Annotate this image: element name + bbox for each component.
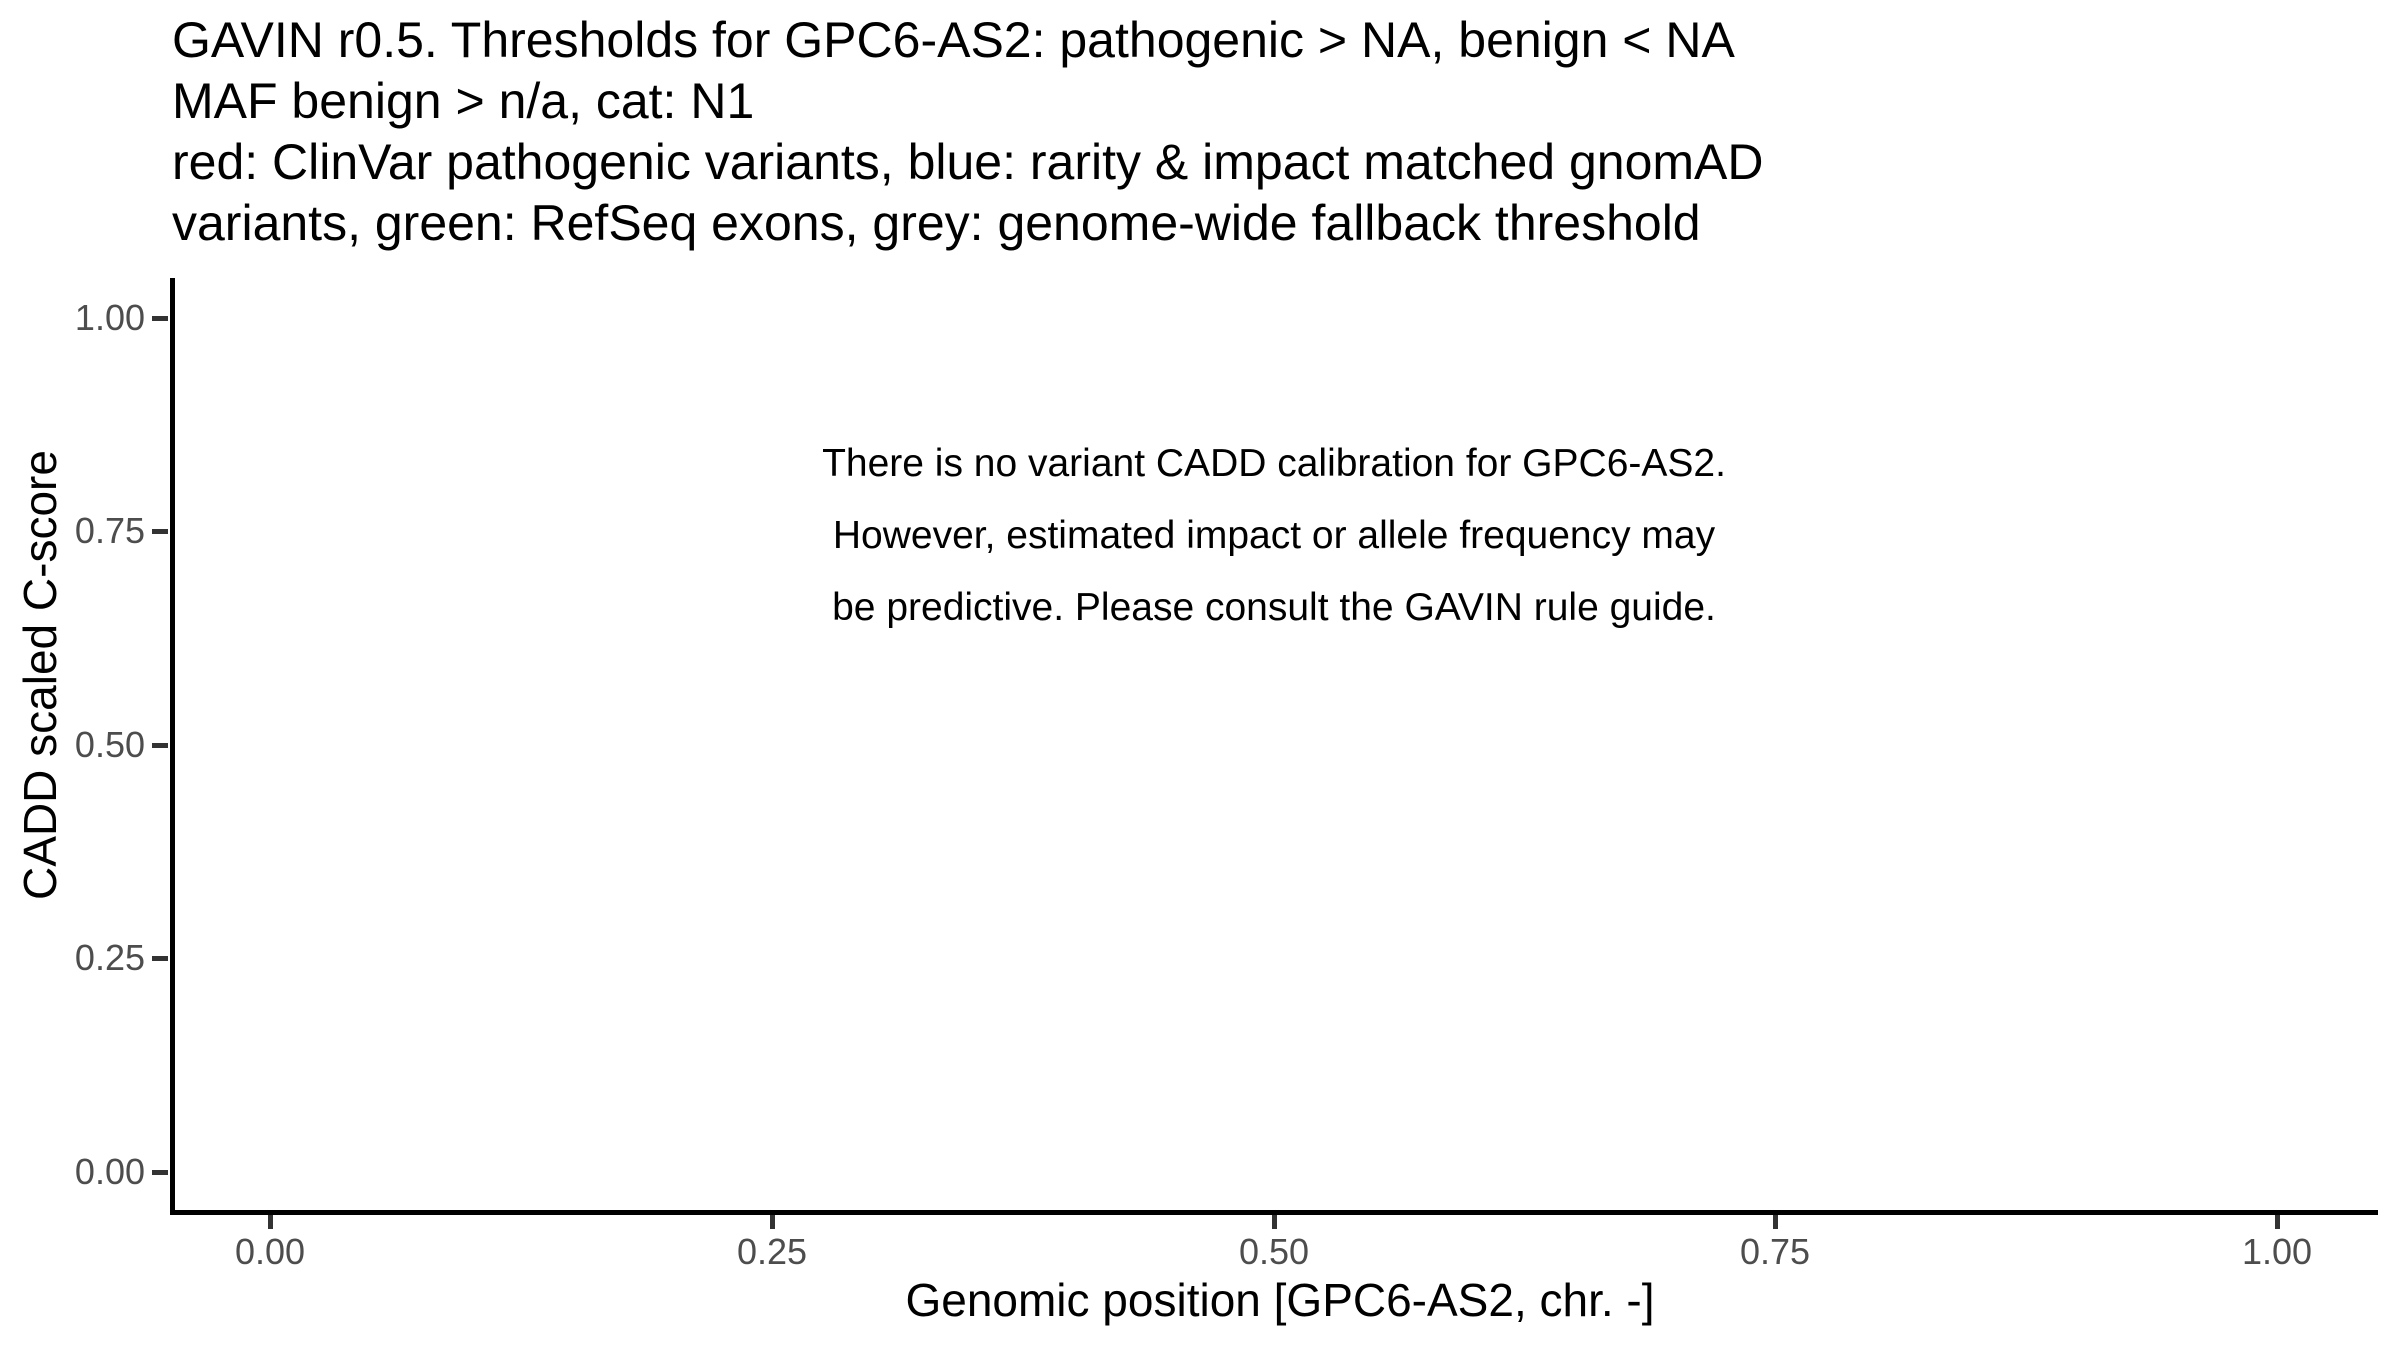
y-tick-label-1.00: 1.00 (74, 297, 145, 338)
y-tick-mark-0.50 (152, 743, 168, 748)
x-tick-label-0.50: 0.50 (1238, 1231, 1310, 1272)
y-axis-title: CADD scaled C-score (14, 450, 66, 900)
plot-title (172, 10, 1763, 254)
y-tick-label-0.50: 0.50 (74, 724, 145, 765)
plot-title-line-4: variants, green: RefSeq exons, grey: genome-wide fallback threshold (172, 195, 1701, 251)
y-tick-label-0.25: 0.25 (74, 937, 145, 978)
x-tick-mark-0.50 (1272, 1215, 1277, 1229)
annotation-line-1: There is no variant CADD calibration for GPC6-AS2. (822, 442, 1726, 485)
x-axis-title: Genomic position [GPC6-AS2, chr. -] (905, 1274, 1655, 1326)
plot-panel (74, 278, 2378, 1272)
x-tick-mark-0.25 (770, 1215, 775, 1229)
y-tick-label-0.75: 0.75 (74, 510, 145, 551)
x-tick-label-0.25: 0.25 (736, 1231, 808, 1272)
no-calibration-annotation (170, 428, 2378, 644)
x-tick-label-0.75: 0.75 (1739, 1231, 1811, 1272)
x-tick-mark-1.00 (2275, 1215, 2280, 1229)
annotation-line-3: be predictive. Please consult the GAVIN rule guide. (832, 586, 1716, 629)
x-tick-label-0.00: 0.00 (234, 1231, 306, 1272)
x-tick-mark-0.75 (1773, 1215, 1778, 1229)
x-tick-mark-0.00 (268, 1215, 273, 1229)
y-tick-label-0.00: 0.00 (74, 1151, 145, 1192)
plot-title-line-3: red: ClinVar pathogenic variants, blue: rarity & impact matched gnomAD (172, 134, 1764, 190)
plot-title-line-1: GAVIN r0.5. Thresholds for GPC6-AS2: pathogenic > NA, benign < NA (172, 12, 1735, 68)
y-tick-mark-0.25 (152, 956, 168, 961)
y-tick-mark-1.00 (152, 316, 168, 321)
annotation-line-2: However, estimated impact or allele frequency may (832, 514, 1716, 557)
y-tick-mark-0.75 (152, 529, 168, 534)
y-tick-mark-0.00 (152, 1170, 168, 1175)
x-tick-label-1.00: 1.00 (2241, 1231, 2313, 1272)
plot-title-line-2: MAF benign > n/a, cat: N1 (172, 73, 755, 129)
